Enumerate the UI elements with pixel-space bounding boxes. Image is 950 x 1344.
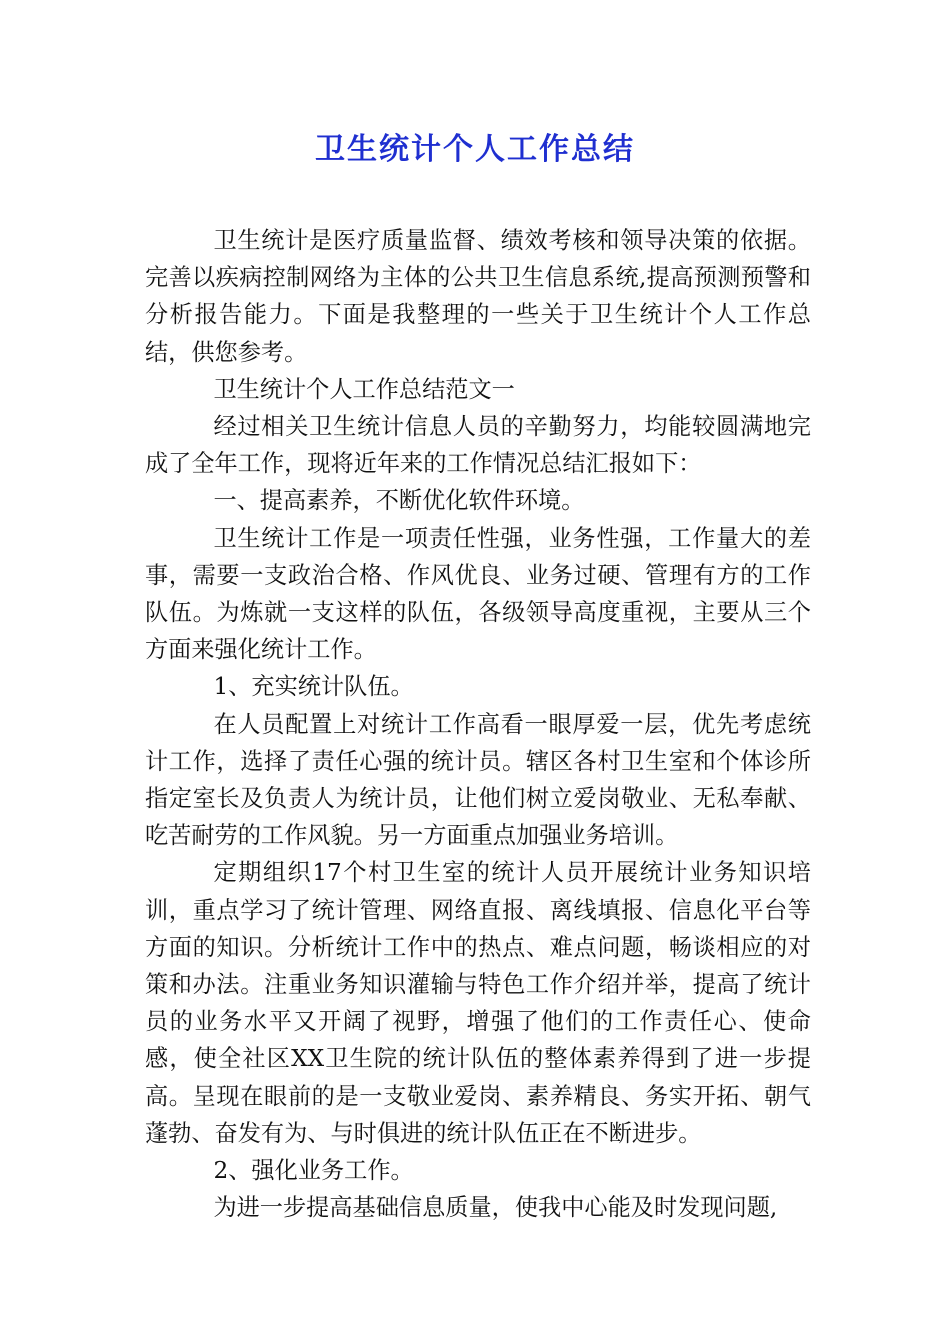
paragraph: 经过相关卫生统计信息人员的辛勤努力，均能较圆满地完成了全年工作，现将近年来的工作情况总结汇报如下：: [145, 413, 811, 478]
paragraph: 2、强化业务工作。: [213, 1157, 414, 1185]
paragraph: 卫生统计工作是一项责任性强，业务性强，工作量大的差事，需要一支政治合格、作风优良、业务过硬、管理有方的工作队伍。为炼就一支这样的队伍，各级领导高度重视，主要从三个方面来强化统计工作。: [145, 524, 811, 664]
paragraph: 卫生统计是医疗质量监督、绩效考核和领导决策的依据。完善以疾病控制网络为主体的公共卫生信息系统,提高预测预警和分析报告能力。下面是我整理的一些关于卫生统计个人工作总结，供您参考。: [145, 227, 811, 366]
document-body: [145, 222, 811, 1226]
paragraph: 卫生统计个人工作总结范文一: [213, 375, 515, 403]
paragraph: 一、提高素养，不断优化软件环境。: [213, 487, 585, 515]
paragraph: 1、充实统计队伍。: [213, 673, 414, 701]
paragraph: 在人员配置上对统计工作高看一眼厚爱一层，优先考虑统计工作，选择了责任心强的统计员。辖区各村卫生室和个体诊所指定室长及负责人为统计员，让他们树立爱岗敬业、无私奉献、吃苦耐劳的工作风貌。另一方面重点加强业务培训。: [145, 710, 811, 850]
paragraph: 定期组织17个村卫生室的统计人员开展统计业务知识培训，重点学习了统计管理、网络直报、离线填报、信息化平台等方面的知识。分析统计工作中的热点、难点问题，畅谈相应的对策和办法。注重业务知识灌输与特色工作介绍并举，提高了统计员的业务水平又开阔了视野，增强了他们的工作责任心、使命感，使全社区XX卫生院的统计队伍的整体素养得到了进一步提高。呈现在眼前的是一支敬业爱岗、素养精良、务实开拓、朝气蓬勃、奋发有为、与时俱进的统计队伍正在不断进步。: [145, 859, 811, 1147]
paragraph: 为进一步提高基础信息质量，使我中心能及时发现问题,: [213, 1194, 778, 1222]
document-title: 卫生统计个人工作总结: [315, 132, 635, 167]
